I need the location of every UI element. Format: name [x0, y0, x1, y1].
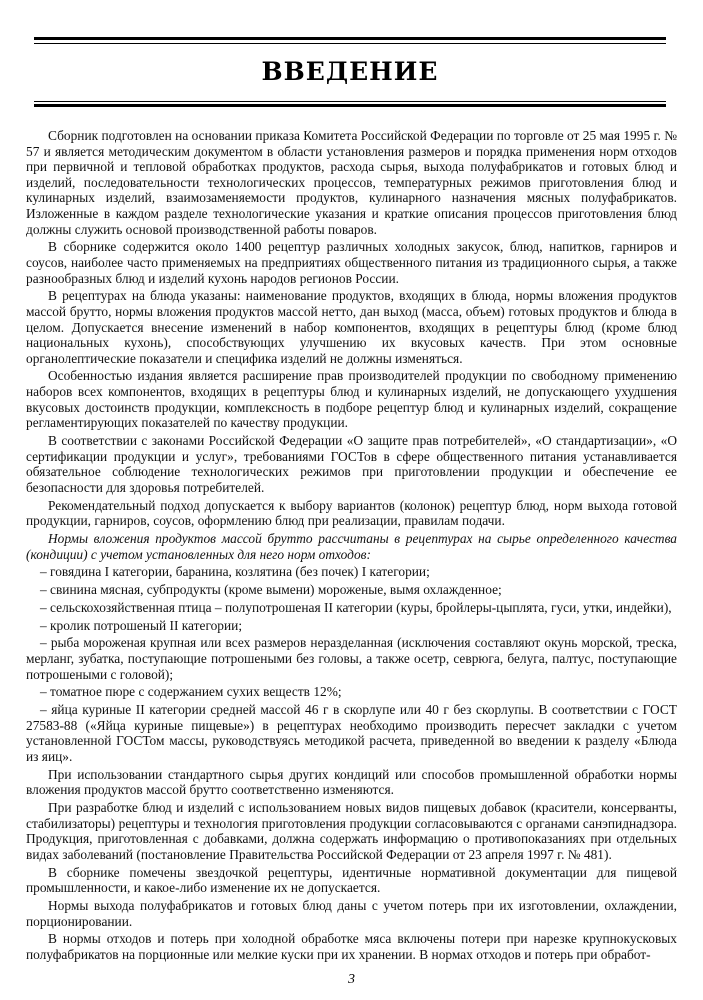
title-rule-top-thin: [34, 43, 666, 44]
paragraph: В сборнике содержится около 1400 рецептур различных холодных закусок, блюд, напитков, гарниров и соусов, наиболее часто применяемых на предприятиях общественного питания из традиционного сырья, а также разнообразных блюд и изделий кухонь народов регионов России.: [26, 239, 677, 286]
paragraph: Особенностью издания является расширение прав производителей продукции по свободному применению наборов всех компонентов, входящих в рецептуры блюд и кулинарных изделий, не допускающего ухудшения вкусовых достоинств продукции, комплексность в подборе рецептур блюд и кулинарных изделий, сокращение регламентирующих показателей по качеству продукции.: [26, 368, 677, 431]
body-text: [26, 128, 677, 965]
paragraph: В соответствии с законами Российской Федерации «О защите прав потребителей», «О стандартизации», «О сертификации продукции и услуг», требованиями ГОСТов в сфере общественного питания устанавливается обязательное соблюдение технологических режимов при приготовлении продукции и обеспечение ее безопасности для здоровья потребителей.: [26, 433, 677, 495]
list-item: – свинина мясная, субпродукты (кроме вымени) мороженые, вымя охлажденное;: [40, 582, 502, 598]
title-rule-bottom-thin: [34, 101, 666, 102]
italic-paragraph: Нормы вложения продуктов массой брутто рассчитаны в рецептурах на сырье определенного качества (кондиции) с учетом установленных для него норм отходов:: [26, 530, 677, 562]
paragraph: Рекомендательный подход допускается к выбору вариантов (колонок) рецептур блюд, норм выхода готовой продукции, гарниров, соусов, оформлению блюд при реализации, правилам подачи.: [26, 497, 677, 529]
list-item: – яйца куриные II категории средней массой 46 г в скорлупе или 40 г без скорлупы. В соответствии с ГОСТ 27583-88 («Яйца куриные пищевые») в рецептурах необходимо производить пересчет закладки с учетом установленной ГОСТом массы, руководствуясь методикой расчета, приведенной во введении к разделу «Блюда из яиц».: [26, 702, 677, 764]
page-number: 3: [348, 972, 355, 987]
list-item: – кролик потрошеный II категории;: [40, 617, 243, 633]
list-item: – томатное пюре с содержанием сухих веществ 12%;: [40, 684, 342, 700]
chapter-title: ВВЕДЕНИЕ: [261, 57, 439, 86]
paragraph: Сборник подготовлен на основании приказа Комитета Российской Федерации по торговле от 25 мая 1995 г. № 57 и является методическим документом в области установления размеров и порядка применения норм отходов при первичной и тепловой обработках продуктов, расхода сырья, выхода полуфабрикатов и готовых блюд и изделий, последовательности технологических процессов, температурных режимов приготовления блюд и кулинарных изделий, взаимозаменяемости продуктов, кулинарного назначения мясных полуфабрикатов. Изложенные в каждом разделе технологические указания и краткие описания процессов приготовления блюд должны служить основой производственной работы поваров.: [26, 128, 677, 237]
paragraph: В нормы отходов и потерь при холодной обработке мяса включены потери при нарезке крупнокусковых полуфабрикатов на порционные или мелкие куски при их хранении. В нормах отходов и потерь при обработ-: [26, 931, 677, 963]
list-item: – сельскохозяйственная птица – полупотрошеная II категории (куры, бройлеры-цыплята, гуси, утки, индейки),: [40, 599, 672, 615]
list-item: – рыба мороженая крупная или всех размеров неразделанная (исключения составляют окунь морской, треска, мерланг, зубатка, поступающие потрошеными без головы, а также осетр, севрюга, белуга, палтус, поступающие потрошеными с головой);: [26, 635, 677, 682]
title-rule-bottom-thick: [34, 104, 666, 107]
paragraph: При использовании стандартного сырья других кондиций или способов промышленной обработки нормы вложения продуктов массой брутто соответственно изменяются.: [26, 766, 677, 798]
title-rule-top-thick: [34, 37, 666, 40]
paragraph: В рецептурах на блюда указаны: наименование продуктов, входящих в блюда, нормы вложения продуктов массой брутто, нормы вложения продуктов массой нетто, дан выход (масса, объем) готовых продуктов и блюда в целом. Допускается внесение изменений в набор компонентов, входящих в рецептуры блюд (кроме блюд национальных кухонь), способствующих улучшению их вкусовых качеств. При этом основные органолептические показатели и специфика изделий не должны изменяться.: [26, 288, 677, 366]
paragraph: В сборнике помечены звездочкой рецептуры, идентичные нормативной документации для пищевой промышленности, и какое-либо изменение их не допускается.: [26, 864, 677, 896]
list-item: – говядина I категории, баранина, козлятина (без почек) I категории;: [40, 564, 430, 580]
paragraph: При разработке блюд и изделий с использованием новых видов пищевых добавок (красители, консерванты, стабилизаторы) рецептуры и технология приготовления продукции согласовываются с органами санэпиднадзора. Продукция, приготовленная с добавками, должна содержать информацию о противопоказаниях при отдельных видах заболеваний (постановление Правительства Российской Федерации от 23 апреля 1997 г. № 481).: [26, 800, 677, 862]
paragraph: Нормы выхода полуфабрикатов и готовых блюд даны с учетом потерь при их изготовлении, охлаждении, порционировании.: [26, 898, 677, 929]
